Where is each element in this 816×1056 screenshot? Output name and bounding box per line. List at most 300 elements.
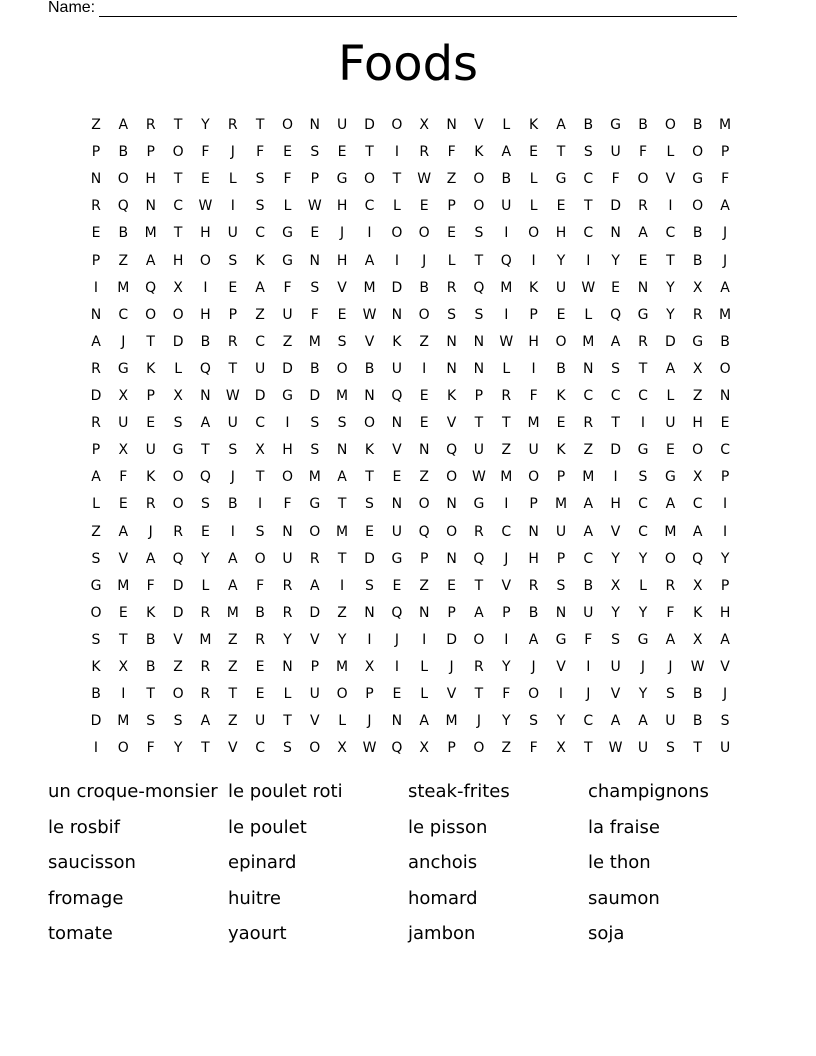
grid-letter: N [364, 604, 375, 621]
grid-letter: V [392, 442, 402, 459]
grid-letter: Z [173, 659, 183, 675]
grid-letter: S [228, 442, 238, 459]
grid-letter: S [255, 198, 265, 215]
grid-letter: R [474, 659, 484, 675]
grid-letter: T [228, 360, 238, 377]
grid-letter: S [146, 713, 156, 730]
grid-letter: Q [199, 469, 211, 486]
grid-letter: X [118, 442, 129, 459]
grid-letter: J [422, 252, 427, 269]
grid-letter: U [118, 415, 129, 432]
grid-letter: S [447, 306, 457, 323]
grid-letter: J [586, 686, 591, 703]
grid-letter: V [665, 171, 676, 188]
grid-letter: G [692, 171, 704, 188]
grid-letter: I [340, 577, 345, 594]
grid-letter: N [336, 442, 348, 459]
grid-letter: M [336, 388, 349, 404]
grid-letter: R [255, 631, 265, 648]
grid-letter: M [226, 604, 239, 621]
grid-letter: O [199, 252, 211, 269]
grid-letter: C [638, 496, 648, 513]
grid-letter: T [173, 225, 183, 242]
grid-letter: J [504, 550, 509, 567]
grid-letter: H [719, 604, 731, 621]
grid-letter: S [474, 306, 484, 323]
grid-letter: N [90, 306, 102, 323]
grid-letter: T [502, 415, 511, 432]
word-bank-item: champignons [588, 781, 709, 802]
grid-letter: X [173, 279, 183, 296]
word-bank-item: homard [408, 887, 478, 909]
grid-letter: I [394, 144, 399, 161]
grid-letter: T [201, 740, 210, 757]
grid-letter: V [501, 577, 512, 594]
grid-letter: R [200, 686, 211, 703]
grid-letter: A [91, 333, 101, 350]
grid-letter: L [529, 198, 538, 215]
grid-letter: A [228, 577, 238, 594]
grid-letter: H [555, 225, 567, 242]
grid-letter: O [473, 198, 485, 215]
name-blank-line [99, 1, 737, 17]
grid-letter: S [337, 415, 347, 432]
grid-letter: K [447, 388, 457, 404]
grid-letter: R [665, 577, 676, 594]
grid-letter: E [200, 523, 210, 540]
grid-letter: M [500, 279, 513, 296]
grid-letter: T [474, 415, 484, 432]
grid-letter: M [336, 659, 349, 675]
grid-letter: G [637, 306, 649, 323]
grid-letter: L [92, 496, 100, 513]
grid-letter: X [610, 577, 621, 594]
grid-letter: H [172, 252, 184, 269]
grid-letter: E [255, 659, 265, 675]
grid-letter: S [337, 333, 347, 350]
grid-letter: O [637, 171, 649, 188]
grid-letter: V [337, 279, 347, 296]
grid-letter: Q [199, 360, 211, 377]
grid-letter: S [365, 496, 374, 513]
grid-letter: F [310, 306, 319, 323]
grid-letter: W [198, 198, 213, 215]
grid-letter: N [637, 279, 649, 296]
grid-letter: A [255, 279, 265, 296]
grid-letter: M [336, 523, 349, 540]
grid-letter: Z [118, 252, 129, 269]
grid-letter: L [666, 388, 675, 404]
grid-letter: R [173, 523, 183, 540]
grid-letter: V [310, 631, 320, 648]
grid-letter: U [227, 225, 238, 242]
grid-letter: E [200, 171, 210, 188]
grid-letter: T [255, 117, 265, 133]
grid-letter: A [638, 713, 648, 730]
grid-letter: L [502, 360, 511, 377]
grid-letter: E [365, 523, 374, 540]
grid-letter: A [474, 604, 484, 621]
grid-letter: J [723, 686, 728, 703]
grid-letter: N [282, 523, 293, 540]
grid-letter: P [146, 144, 155, 161]
grid-letter: N [528, 523, 539, 540]
word-bank-item: le poulet [228, 816, 307, 838]
grid-letter: J [340, 225, 345, 242]
grid-letter: E [255, 686, 265, 703]
grid-letter: J [640, 659, 646, 675]
grid-letter: N [418, 604, 430, 621]
word-bank-item: tomate [48, 923, 113, 945]
grid-letter: Z [446, 171, 457, 188]
grid-letter: D [364, 117, 375, 133]
grid-letter: B [501, 171, 512, 188]
grid-letter: T [392, 171, 402, 188]
grid-letter: T [474, 686, 484, 703]
grid-letter: C [501, 523, 512, 540]
grid-letter: E [611, 279, 621, 296]
grid-letter: I [203, 279, 208, 296]
word-bank-item: jambon [408, 923, 476, 945]
grid-letter: B [692, 252, 703, 269]
grid-letter: A [665, 496, 676, 513]
grid-letter: D [172, 577, 184, 594]
grid-letter: Z [255, 306, 265, 323]
grid-letter: C [583, 550, 594, 567]
grid-letter: R [145, 117, 156, 133]
grid-letter: R [638, 198, 648, 215]
grid-letter: N [555, 604, 567, 621]
grid-letter: Z [91, 523, 101, 540]
grid-letter: E [556, 415, 566, 432]
grid-letter: V [446, 415, 457, 432]
grid-letter: G [282, 388, 293, 404]
grid-letter: J [230, 469, 235, 486]
grid-letter: F [201, 144, 210, 161]
grid-letter: B [692, 225, 703, 242]
grid-letter: R [583, 415, 594, 432]
grid-letter: O [117, 740, 129, 757]
grid-letter: B [145, 659, 156, 675]
grid-letter: Z [228, 631, 238, 648]
grid-letter: N [364, 388, 375, 404]
grid-letter: E [283, 144, 292, 161]
grid-letter: J [476, 713, 481, 730]
grid-letter: Z [228, 713, 238, 730]
grid-letter: V [720, 659, 730, 675]
grid-letter: X [173, 388, 183, 404]
grid-letter: G [692, 333, 704, 350]
grid-letter: F [529, 388, 538, 404]
grid-letter: P [310, 659, 320, 675]
grid-letter: F [283, 496, 292, 513]
grid-letter: D [282, 360, 293, 377]
grid-letter: B [91, 686, 101, 703]
grid-letter: F [666, 604, 675, 621]
grid-letter: K [693, 604, 703, 621]
grid-letter: S [611, 631, 621, 648]
grid-letter: T [365, 469, 374, 486]
grid-letter: B [309, 360, 320, 377]
grid-letter: E [392, 577, 402, 594]
grid-letter: H [282, 442, 293, 459]
grid-letter: Y [337, 631, 347, 648]
grid-letter: N [473, 360, 485, 377]
grid-letter: R [91, 198, 101, 215]
grid-letter: O [363, 171, 376, 188]
word-bank-item: la fraise [588, 816, 660, 838]
grid-letter: D [90, 713, 102, 730]
grid-letter: E [228, 279, 238, 296]
grid-letter: U [501, 198, 512, 215]
grid-letter: B [255, 604, 265, 621]
grid-letter: Q [145, 279, 157, 296]
grid-letter: G [282, 252, 293, 269]
grid-letter: I [531, 360, 536, 377]
grid-letter: V [556, 659, 566, 675]
grid-letter: S [91, 550, 101, 567]
grid-letter: S [310, 279, 320, 296]
grid-letter: S [556, 577, 566, 594]
grid-letter: F [283, 171, 292, 188]
grid-letter: I [422, 360, 427, 377]
grid-letter: T [638, 360, 648, 377]
grid-letter: D [309, 388, 321, 404]
grid-letter: D [364, 550, 375, 567]
grid-letter: A [228, 550, 238, 567]
grid-letter: L [174, 360, 182, 377]
grid-letter: I [668, 198, 673, 215]
grid-letter: E [118, 496, 128, 513]
grid-letter: C [610, 388, 621, 404]
grid-letter: E [392, 686, 402, 703]
grid-letter: C [118, 306, 129, 323]
grid-letter: E [310, 225, 320, 242]
grid-letter: C [255, 740, 265, 757]
grid-letter: C [638, 523, 648, 540]
grid-letter: Y [638, 604, 648, 621]
grid-letter: D [309, 604, 321, 621]
grid-letter: O [172, 144, 184, 161]
grid-letter: L [502, 117, 511, 133]
grid-letter: E [447, 225, 457, 242]
grid-letter: X [692, 631, 703, 648]
grid-letter: P [720, 469, 730, 486]
grid-letter: O [391, 225, 403, 242]
grid-letter: S [255, 523, 265, 540]
grid-letter: E [337, 306, 347, 323]
grid-letter: G [172, 442, 184, 459]
grid-letter: C [583, 225, 594, 242]
grid-letter: X [419, 740, 429, 757]
grid-letter: U [473, 442, 485, 459]
grid-letter: I [723, 523, 728, 540]
grid-letter: R [91, 415, 101, 432]
grid-letter: V [610, 686, 621, 703]
grid-letter: O [172, 306, 184, 323]
grid-letter: L [283, 686, 292, 703]
grid-letter: I [504, 631, 509, 648]
grid-letter: B [227, 496, 238, 513]
grid-letter: L [420, 659, 429, 675]
grid-letter: S [310, 442, 320, 459]
word-bank-item: saumon [588, 887, 660, 909]
grid-letter: K [474, 144, 484, 161]
grid-letter: O [254, 550, 266, 567]
grid-letter: P [720, 577, 730, 594]
grid-letter: T [474, 252, 484, 269]
grid-letter: M [554, 496, 568, 513]
grid-letter: I [586, 659, 591, 675]
grid-letter: H [200, 306, 211, 323]
grid-letter: C [364, 198, 375, 215]
grid-letter: B [556, 360, 566, 377]
grid-letter: I [558, 686, 564, 703]
grid-letter: S [474, 225, 484, 242]
grid-letter: P [419, 550, 429, 567]
grid-letter: N [719, 388, 731, 404]
grid-letter: C [255, 333, 265, 350]
word-bank-item: le poulet roti [228, 781, 343, 802]
grid-letter: R [200, 604, 211, 621]
grid-letter: J [668, 659, 673, 675]
grid-letter: M [719, 117, 732, 133]
grid-letter: D [172, 333, 184, 350]
grid-letter: N [446, 333, 457, 350]
grid-letter: D [391, 279, 403, 296]
word-bank-item: epinard [228, 852, 297, 874]
grid-letter: L [228, 171, 237, 188]
grid-letter: M [445, 713, 458, 730]
grid-letter: V [118, 550, 129, 567]
grid-letter: Y [283, 631, 292, 648]
grid-letter: M [117, 577, 130, 594]
grid-letter: F [119, 469, 128, 486]
grid-letter: M [582, 469, 595, 486]
grid-letter: E [337, 144, 347, 161]
grid-letter: W [499, 333, 514, 350]
grid-letter: X [255, 442, 265, 459]
grid-letter: M [719, 306, 732, 323]
grid-letter: D [610, 442, 621, 459]
grid-letter: Y [611, 604, 620, 621]
grid-letter: U [254, 360, 266, 377]
grid-letter: R [227, 333, 238, 350]
grid-letter: X [118, 388, 129, 404]
grid-letter: R [692, 306, 703, 323]
grid-letter: Y [611, 252, 620, 269]
grid-letter: P [91, 252, 101, 269]
grid-letter: H [528, 333, 539, 350]
grid-letter: T [228, 686, 238, 703]
grid-letter: B [528, 604, 539, 621]
grid-letter: Q [473, 550, 485, 567]
grid-letter: H [528, 550, 539, 567]
grid-letter: Z [337, 604, 347, 621]
grid-letter: N [391, 415, 403, 432]
grid-letter: O [446, 523, 458, 540]
grid-letter: O [555, 333, 567, 350]
grid-letter: A [583, 496, 594, 513]
grid-letter: T [337, 550, 347, 567]
grid-letter: L [392, 198, 401, 215]
grid-letter: P [447, 740, 456, 757]
grid-letter: X [364, 659, 375, 675]
grid-letter: Z [419, 577, 429, 594]
grid-letter: P [556, 469, 566, 486]
grid-letter: Q [172, 550, 184, 567]
word-bank-item: un croque-monsier [48, 781, 218, 802]
grid-letter: L [666, 144, 675, 161]
grid-letter: G [473, 496, 485, 513]
grid-letter: I [367, 225, 372, 242]
grid-letter: N [446, 360, 457, 377]
grid-letter: R [282, 577, 293, 594]
grid-letter: L [283, 198, 292, 215]
grid-letter: D [665, 333, 676, 350]
grid-letter: E [720, 415, 730, 432]
grid-letter: O [446, 469, 458, 486]
grid-letter: T [693, 740, 702, 757]
grid-letter: A [145, 550, 156, 567]
grid-letter: L [639, 577, 647, 594]
grid-letter: O [418, 496, 430, 513]
grid-letter: P [529, 306, 538, 323]
grid-letter: B [118, 144, 129, 161]
grid-letter: O [145, 306, 157, 323]
word-bank-item: fromage [48, 887, 124, 909]
word-bank-item: soja [588, 923, 625, 945]
grid-letter: N [391, 496, 403, 513]
grid-letter: D [254, 388, 266, 404]
grid-letter: G [282, 225, 293, 242]
grid-letter: R [419, 144, 430, 161]
grid-letter: T [173, 171, 183, 188]
grid-letter: G [610, 117, 622, 133]
grid-letter: T [337, 496, 347, 513]
grid-letter: O [528, 686, 540, 703]
grid-letter: A [145, 252, 156, 269]
grid-letter: R [227, 117, 238, 133]
grid-letter: D [446, 631, 457, 648]
grid-letter: O [719, 360, 731, 377]
grid-letter: G [309, 496, 321, 513]
grid-letter: S [665, 686, 675, 703]
grid-letter: U [665, 713, 676, 730]
grid-letter: A [528, 631, 539, 648]
grid-letter: Q [500, 252, 512, 269]
word-bank-item: yaourt [228, 923, 287, 945]
grid-letter: X [692, 577, 703, 594]
word-bank-item: le pisson [408, 816, 488, 838]
grid-letter: Y [556, 713, 566, 730]
grid-letter: K [364, 442, 375, 459]
grid-letter: T [146, 333, 155, 350]
grid-letter: N [418, 442, 430, 459]
grid-letter: H [610, 496, 621, 513]
word-bank-item: le rosbif [48, 816, 120, 838]
grid-letter: S [365, 577, 374, 594]
grid-letter: J [367, 713, 372, 730]
grid-letter: F [447, 144, 456, 161]
grid-letter: O [172, 469, 184, 486]
grid-letter: Q [117, 198, 129, 215]
grid-letter: Q [391, 388, 403, 404]
grid-letter: P [310, 171, 320, 188]
grid-letter: K [146, 469, 156, 486]
grid-letter: Q [418, 523, 430, 540]
grid-letter: A [692, 523, 703, 540]
